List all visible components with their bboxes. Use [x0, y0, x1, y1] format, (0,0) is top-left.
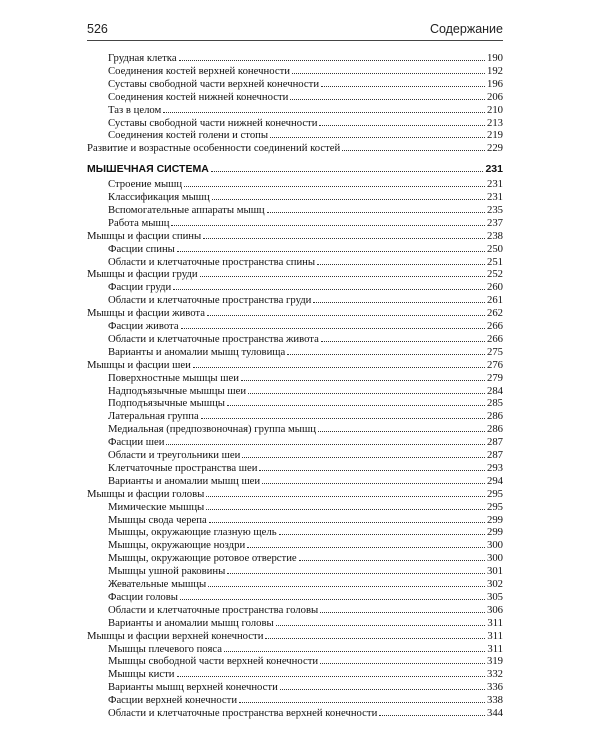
- toc-entry-label: Суставы свободной части нижней конечности: [108, 116, 318, 129]
- toc-entry-page: 344: [486, 707, 503, 719]
- toc-entry-label: Классификация мышц: [108, 191, 210, 203]
- toc-entry-label: Надподъязычные мышцы шеи: [108, 384, 247, 397]
- toc-entry: [108, 91, 503, 103]
- toc-entry-label: Поверхностные мышцы шеи: [108, 371, 239, 384]
- toc-entry: [108, 539, 503, 551]
- toc-entry-label: Мышцы, окружающие глазную щель: [108, 526, 277, 539]
- dot-leader: [180, 598, 485, 600]
- dot-leader: [207, 314, 485, 316]
- toc-entry-page: 276: [486, 358, 503, 371]
- toc-entry-page: 238: [486, 229, 503, 242]
- toc-entry-page: 192: [486, 64, 503, 77]
- toc-entry: [108, 643, 503, 655]
- dot-leader: [262, 482, 485, 484]
- toc-entry: [108, 449, 503, 461]
- toc-entry: [108, 655, 503, 667]
- dot-leader: [208, 585, 485, 587]
- dot-leader: [209, 521, 485, 523]
- toc-entry-label: Области и клетчаточные пространства верхней конечности: [108, 707, 378, 719]
- toc-entry-label: Клетчаточные пространства шеи: [108, 461, 258, 474]
- toc-entry-page: 300: [486, 539, 503, 552]
- toc-entry-page: 306: [486, 603, 503, 616]
- toc-entry: [108, 475, 503, 487]
- toc-entry-page: 286: [486, 410, 503, 423]
- toc-entry-page: 275: [486, 345, 503, 358]
- toc-entry: [108, 462, 503, 474]
- dot-leader: [267, 211, 485, 213]
- toc-entry-label: Мышцы свода черепа: [108, 513, 207, 526]
- dot-leader: [270, 136, 485, 138]
- dot-leader: [239, 701, 485, 703]
- dot-leader: [299, 559, 485, 561]
- toc-entry-label: Мышцы и фасции верхней конечности: [87, 629, 264, 642]
- toc-entry-label: Варианты и аномалии мышц туловища: [108, 345, 286, 358]
- toc-entry: [108, 526, 503, 538]
- toc-entry-label: Жевательные мышцы: [108, 578, 207, 590]
- dot-leader: [166, 443, 485, 445]
- dot-leader: [320, 662, 485, 664]
- toc-entry-label: Мышцы кисти: [108, 668, 175, 681]
- toc-entry-page: 231: [486, 178, 503, 191]
- toc-entry-page: 294: [486, 474, 503, 487]
- toc-entry-page: 287: [486, 436, 503, 449]
- toc-entry: [108, 256, 503, 268]
- toc-entry-page: 295: [486, 500, 503, 513]
- toc-entry-label: Области и треугольники шеи: [108, 449, 241, 461]
- toc-entry-label: Строение мышц: [108, 178, 183, 191]
- toc-entry: [108, 681, 503, 693]
- toc-entry: [108, 65, 503, 77]
- toc-entry: [108, 707, 503, 719]
- dot-leader: [319, 124, 485, 126]
- toc-entry-label: Варианты и аномалии мышц шеи: [108, 474, 261, 487]
- toc-entry: [108, 294, 503, 306]
- dot-leader: [206, 508, 485, 510]
- page-number: 526: [87, 22, 108, 36]
- toc-entry: [108, 604, 503, 616]
- dot-leader: [247, 546, 485, 548]
- toc-entry: [108, 617, 503, 629]
- dot-leader: [173, 288, 485, 290]
- toc-entry-page: 266: [486, 320, 503, 332]
- dot-leader: [292, 72, 485, 74]
- dot-leader: [242, 456, 485, 458]
- toc-entry-page: 252: [486, 268, 503, 281]
- toc-entry-label: Варианты мышц верхней конечности: [108, 681, 278, 694]
- toc-entry: [108, 565, 503, 577]
- dot-leader: [248, 392, 485, 394]
- toc-entry-page: 338: [486, 694, 503, 707]
- toc-entry-page: 231: [485, 163, 503, 176]
- toc-entry: [108, 52, 503, 64]
- toc-entry-label: Мышцы и фасции шеи: [87, 358, 191, 371]
- toc-entry-label: Варианты и аномалии мышц головы: [108, 616, 274, 629]
- toc-entry-label: Медиальная (предпозвоночная) группа мышц: [108, 423, 316, 436]
- toc-entry-page: 250: [486, 242, 503, 255]
- toc-entry-page: 229: [486, 142, 503, 155]
- dot-leader: [181, 327, 485, 329]
- toc-entry-label: Подподъязычные мышцы: [108, 397, 225, 410]
- toc-entry: [108, 217, 503, 229]
- toc-entry-label: Таз в целом: [108, 103, 162, 116]
- toc-entry-page: 299: [486, 526, 503, 539]
- toc-entry: [108, 320, 503, 332]
- toc-entry-label: Соединения костей нижней конечности: [108, 90, 289, 103]
- toc-entry-label: Мышцы, окружающие ноздри: [108, 539, 246, 552]
- toc-entry-label: Латеральная группа: [108, 410, 199, 423]
- dot-leader: [313, 301, 485, 303]
- dot-leader: [317, 263, 485, 265]
- toc-entry-label: Развитие и возрастные особенности соединений костей: [87, 142, 341, 155]
- toc-entry-label: Фасции верхней конечности: [108, 694, 238, 707]
- toc-entry-label: Мышцы плечевого пояса: [108, 642, 222, 655]
- toc-entry: [108, 129, 503, 141]
- toc-entry-label: Мышцы и фасции головы: [87, 487, 205, 500]
- toc-entry: [108, 514, 503, 526]
- dot-leader: [265, 637, 485, 639]
- toc-entry: [108, 410, 503, 422]
- toc-entry: [108, 346, 503, 358]
- toc-entry-page: 251: [486, 255, 503, 268]
- toc-entry-label: Мышцы, окружающие ротовое отверстие: [108, 552, 297, 565]
- toc-entry: [108, 694, 503, 706]
- toc-entry: [108, 281, 503, 293]
- dot-leader: [318, 430, 485, 432]
- toc-entry-label: Грудная клетка: [108, 52, 177, 64]
- toc-entry-label: Вспомогательные аппараты мышц: [108, 203, 265, 216]
- toc-entry-page: 293: [486, 461, 503, 474]
- dot-leader: [342, 149, 485, 151]
- toc-entry-page: 311: [487, 629, 503, 642]
- toc-entry-page: 300: [486, 552, 503, 565]
- dot-leader: [211, 170, 484, 172]
- toc-entry-label: Мимические мышцы: [108, 500, 205, 513]
- toc-entry-label: Фасции живота: [108, 320, 179, 332]
- toc-entry-label: Соединения костей верхней конечности: [108, 64, 290, 77]
- toc-entry-page: 311: [487, 616, 503, 629]
- toc-entry: [87, 230, 503, 242]
- dot-leader: [287, 353, 485, 355]
- toc-entry-label: Мышцы и фасции груди: [87, 268, 198, 281]
- toc-entry: [108, 436, 503, 448]
- dot-leader: [177, 675, 485, 677]
- toc-entry-page: 319: [486, 655, 503, 668]
- toc-entry-page: 301: [486, 565, 503, 578]
- toc-entry-page: 262: [486, 307, 503, 320]
- toc-entry-label: Соединения костей голени и стопы: [108, 129, 269, 142]
- dot-leader: [203, 237, 485, 239]
- dot-leader: [177, 250, 485, 252]
- toc-entry-label: Фасции шеи: [108, 436, 165, 449]
- dot-leader: [171, 224, 485, 226]
- dot-leader: [227, 572, 485, 574]
- dot-leader: [193, 366, 485, 368]
- dot-leader: [224, 650, 485, 652]
- toc-entry-page: 284: [486, 384, 503, 397]
- toc-entry-page: 237: [486, 216, 503, 229]
- section-title: Содержание: [429, 22, 503, 36]
- toc-entry: [108, 591, 503, 603]
- toc-entry-page: 235: [486, 203, 503, 216]
- toc-entry: [108, 78, 503, 90]
- toc-entry: [108, 385, 503, 397]
- toc-entry-page: 305: [486, 590, 503, 603]
- toc-entry: [108, 397, 503, 409]
- dot-leader: [290, 98, 485, 100]
- dot-leader: [321, 340, 485, 342]
- toc-entry-label: Фасции головы: [108, 590, 178, 603]
- toc-entry-page: 190: [486, 52, 503, 64]
- toc-entry-label: Мышцы и фасции живота: [87, 307, 205, 320]
- toc-entry: [108, 501, 503, 513]
- toc-entry-label: Суставы свободной части верхней конечности: [108, 77, 320, 90]
- toc-entry-page: 213: [486, 116, 503, 129]
- toc-entry-page: 210: [486, 103, 503, 116]
- toc-entry-page: 279: [486, 371, 503, 384]
- dot-leader: [179, 59, 485, 61]
- toc-entry: [87, 142, 503, 154]
- dot-leader: [163, 111, 485, 113]
- toc-entry: [108, 578, 503, 590]
- toc-entry-label: Области и клетчаточные пространства спины: [108, 255, 316, 268]
- toc-entry-page: 295: [486, 487, 503, 500]
- toc-entry-page: 260: [486, 281, 503, 294]
- toc-entry: [108, 117, 503, 129]
- toc-entry: [108, 191, 503, 203]
- toc-entry-label: Мышцы ушной раковины: [108, 565, 226, 578]
- toc-entry-page: 332: [486, 668, 503, 681]
- dot-leader: [201, 417, 485, 419]
- dot-leader: [184, 185, 485, 187]
- toc-entry: [87, 488, 503, 500]
- dot-leader: [227, 404, 485, 406]
- toc-entry-page: 266: [486, 332, 503, 345]
- toc-entry-page: 286: [486, 423, 503, 436]
- dot-leader: [321, 85, 485, 87]
- header-rule: [87, 40, 503, 41]
- dot-leader: [200, 275, 485, 277]
- toc-entry-page: 231: [486, 191, 503, 203]
- dot-leader: [279, 533, 485, 535]
- dot-leader: [241, 379, 485, 381]
- toc-entry: [108, 552, 503, 564]
- toc-entry-label: МЫШЕЧНАЯ СИСТЕМА: [87, 163, 209, 176]
- toc-entry: [108, 243, 503, 255]
- running-header: [87, 22, 503, 40]
- toc-entry-label: Области и клетчаточные пространства груди: [108, 294, 312, 307]
- toc-entry: [108, 178, 503, 190]
- dot-leader: [276, 624, 486, 626]
- toc-entry-label: Фасции спины: [108, 242, 175, 255]
- toc-entry: [108, 204, 503, 216]
- toc-entry-page: 311: [487, 642, 503, 655]
- toc-entry-label: Области и клетчаточные пространства живота: [108, 332, 319, 345]
- toc-entry-page: 219: [486, 129, 503, 142]
- dot-leader: [280, 688, 485, 690]
- toc-entry: [108, 668, 503, 680]
- toc-entry-page: 261: [486, 294, 503, 307]
- dot-leader: [212, 198, 485, 200]
- toc-entry: [108, 333, 503, 345]
- toc-entry-page: 336: [486, 681, 503, 694]
- toc-entry-page: 287: [486, 449, 503, 461]
- toc-entry-page: 196: [486, 77, 503, 90]
- toc-entry-label: Работа мышц: [108, 216, 170, 229]
- toc-entry-label: Мышцы и фасции спины: [87, 229, 202, 242]
- toc-entry-label: Фасции груди: [108, 281, 172, 294]
- toc-entry-page: 206: [486, 90, 503, 103]
- dot-leader: [320, 611, 485, 613]
- toc-entry-page: 285: [486, 397, 503, 410]
- toc-entry: [108, 104, 503, 116]
- dot-leader: [379, 714, 485, 716]
- toc-entry: [87, 307, 503, 319]
- toc-entry-label: Области и клетчаточные пространства головы: [108, 603, 319, 616]
- toc-entry: [87, 630, 503, 642]
- dot-leader: [206, 495, 485, 497]
- toc-entry-page: 302: [486, 578, 503, 590]
- toc-entry: [87, 359, 503, 371]
- toc-entry: [108, 372, 503, 384]
- toc-entry-label: Мышцы свободной части верхней конечности: [108, 655, 319, 668]
- dot-leader: [259, 469, 485, 471]
- toc-entry: [87, 163, 503, 175]
- toc-entry-page: 299: [486, 513, 503, 526]
- toc-entry: [87, 268, 503, 280]
- toc-entry: [108, 423, 503, 435]
